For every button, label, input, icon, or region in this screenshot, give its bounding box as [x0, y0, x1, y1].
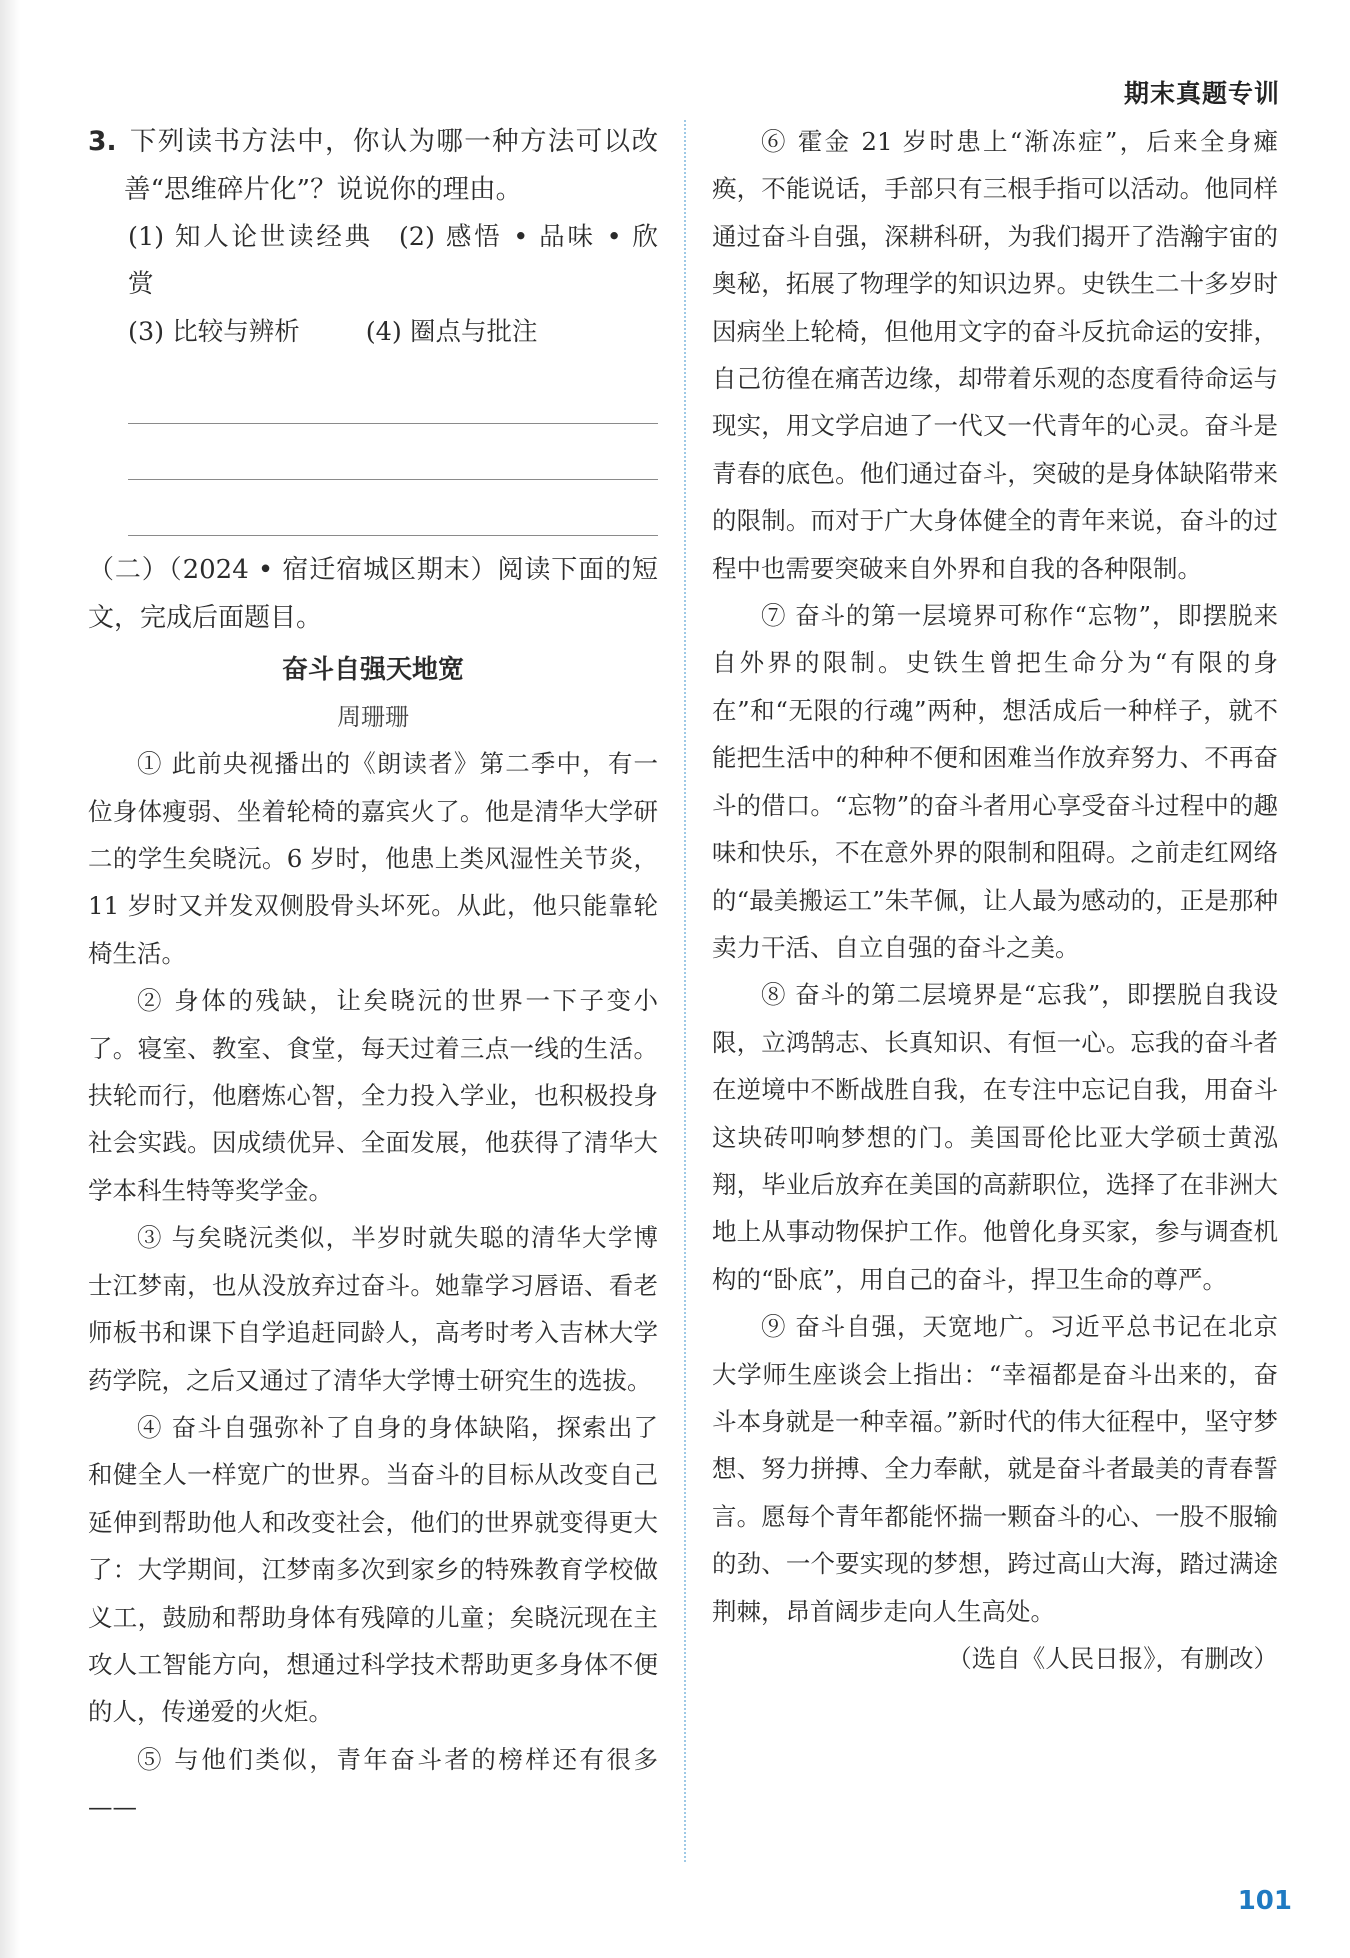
answer-line-1[interactable] — [128, 368, 658, 424]
article-author: 周珊珊 — [337, 703, 409, 732]
paragraph-9 — [712, 1303, 1278, 1673]
right-column — [712, 118, 1278, 1682]
paragraph-5: ⑤ 与他们类似，青年奋斗者的榜样还有很多—— — [88, 1744, 658, 1822]
page-number: 101 — [1237, 1886, 1292, 1916]
answer-lines[interactable] — [88, 368, 658, 536]
paragraph-3: ③ 与矣晓沅类似，半岁时就失聪的清华大学博士江梦南，也从没放弃过奋斗。她靠学习唇语、看老师板书和课下自学追赶同龄人，高考时考入吉林大学药学院，之后又通过了清华大学博士研究生的选拔。 — [88, 1223, 658, 1395]
header-label: 期末真题专训 — [1123, 79, 1280, 108]
paragraph-2: ② 身体的残缺，让矣晓沅的世界一下子变小了。寝室、教室、食堂，每天过着三点一线的生活。扶轮而行，他磨炼心智，全力投入学业，也积极投身社会实践。因成绩优异、全面发展，他获得了清华大学本科生特等奖学金。 — [88, 986, 658, 1205]
paragraph-7: ⑦ 奋斗的第一层境界可称作“忘物”，即摆脱来自外界的限制。史铁生曾把生命分为“有限的身在”和“无限的行魂”两种，想活成后一种样子，就不能把生活中的种种不便和困难当作放弃努力、不再奋斗的借口。“忘物”的奋斗者用心享受奋斗过程中的趣味和快乐，不在意外界的限制和阻碍。之前走红网络的“最美搬运工”朱芊佩，让人最为感动的，正是那种卖力干活、自立自强的奋斗之美。 — [712, 601, 1278, 962]
paragraph-8: ⑧ 奋斗的第二层境界是“忘我”，即摆脱自我设限，立鸿鹄志、长真知识、有恒一心。忘我的奋斗者在逆境中不断战胜自我，在专注中忘记自我，用奋斗这块砖叩响梦想的门。美国哥伦比亚大学硕士黄泓翔，毕业后放弃在美国的高薪职位，选择了在非洲大地上从事动物保护工作。他曾化身买家，参与调查机构的“卧底”，用自己的奋斗，捍卫生命的尊严。 — [712, 980, 1278, 1294]
answer-line-2[interactable] — [128, 424, 658, 480]
column-divider — [684, 120, 686, 1862]
option-2: (2) 感悟 • 品味 • 欣赏 — [128, 222, 658, 300]
question-options — [88, 214, 658, 356]
left-column — [88, 118, 658, 1831]
page-edge-shadow — [0, 0, 20, 1958]
paragraph-4: ④ 奋斗自强弥补了自身的身体缺陷，探索出了和健全人一样宽广的世界。当奋斗的目标从改变自己延伸到帮助他人和改变社会，他们的世界就变得更大了：大学期间，江梦南多次到家乡的特殊教育学校做义工，鼓励和帮助身体有残障的儿童；矣晓沅现在主攻人工智能方向，想通过科学技术帮助更多身体不便的人，传递爱的火炬。 — [88, 1412, 658, 1727]
question-3 — [88, 118, 658, 214]
article-title: 奋斗自强天地宽 — [281, 655, 464, 686]
question-text: 下列读书方法中，你认为哪一种方法可以改善“思维碎片化”？说说你的理由。 — [124, 126, 658, 205]
paragraph-6: ⑥ 霍金 21 岁时患上“渐冻症”，后来全身瘫痪，不能说话，手部只有三根手指可以活动。他同样通过奋斗自强，深耕科研，为我们揭开了浩瀚宇宙的奥秘，拓展了物理学的知识边界。史铁生二十多岁时因病坐上轮椅，但他用文字的奋斗反抗命运的安排，自己彷徨在痛苦边缘，却带着乐观的态度看待命运与现实，用文学启迪了一代又一代青年的心灵。奋斗是青春的底色。他们通过奋斗，突破的是身体缺陷带来的限制。而对于广大身体健全的青年来说，奋斗的过程中也需要突破来自外界和自我的各种限制。 — [712, 127, 1278, 583]
paragraph-9-text: ⑨ 奋斗自强，天宽地广。习近平总书记在北京大学师生座谈会上指出：“幸福都是奋斗出来的，奋斗本身就是一种幸福。”新时代的伟大征程中，坚守梦想、努力拼搏、全力奉献，就是奋斗者最美的青春誓言。愿每个青年都能怀揣一颗奋斗的心、一股不服输的劲、一个要实现的梦想，跨过高山大海，踏过满途荆棘，昂首阔步走向人生高处。 — [712, 1312, 1278, 1626]
paragraph-1: ① 此前央视播出的《朗读者》第二季中，有一位身体瘦弱、坐着轮椅的嘉宾火了。他是清华大学研二的学生矣晓沅。6 岁时，他患上类风湿性关节炎，11 岁时又并发双侧股骨头坏死。从此，他只能靠轮椅生活。 — [88, 749, 658, 968]
option-3: (3) 比较与辨析 — [128, 316, 300, 347]
option-4: (4) 圈点与批注 — [365, 316, 538, 347]
question-number: 3. — [88, 126, 117, 157]
article-source: （选自《人民日报》，有删改） — [947, 1644, 1278, 1673]
option-1: (1) 知人论世读经典 — [128, 222, 373, 252]
section-intro: （二）（2024 • 宿迁宿城区期末）阅读下面的短文，完成后面题目。 — [88, 555, 658, 634]
answer-line-3[interactable] — [128, 480, 658, 536]
